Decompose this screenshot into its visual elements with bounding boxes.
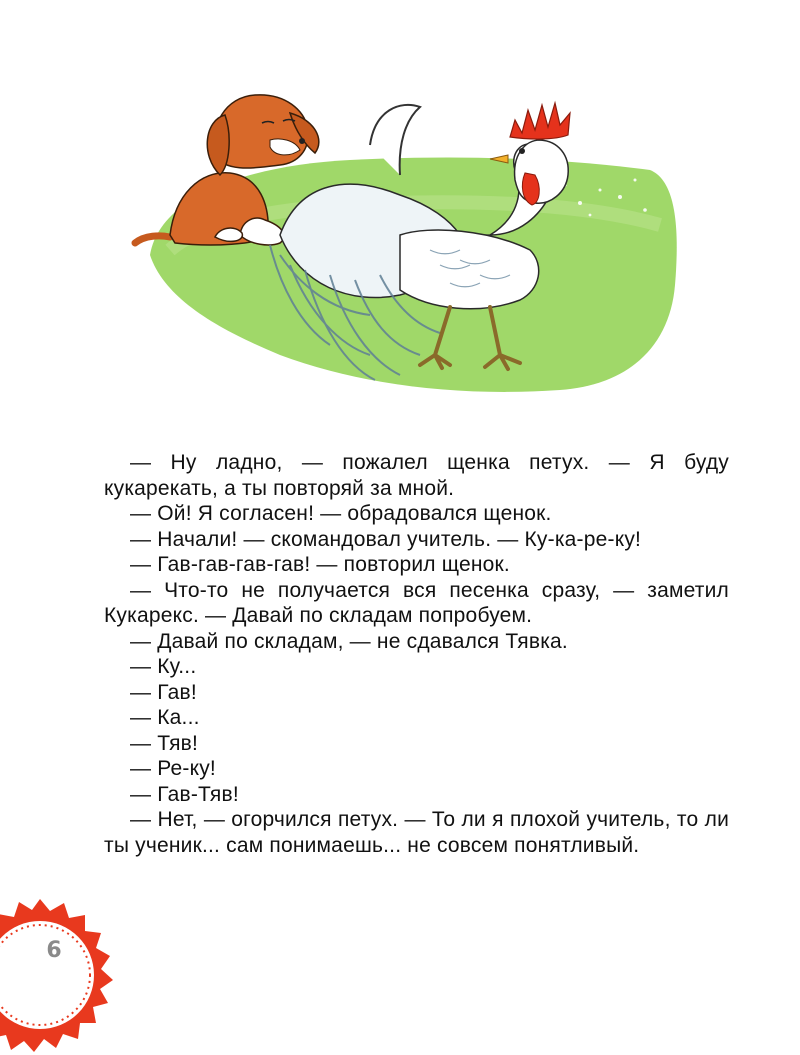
paragraph: — Ре-ку! — [130, 757, 216, 780]
page-number: 6 — [46, 938, 62, 963]
page-badge — [0, 895, 120, 1055]
paragraph: — Гав-Тяв! — [130, 782, 239, 806]
paragraph: — Нет, — огорчился петух. — То ли я плохой учитель, то ли ты ученик... сам понимаешь... не совсем понятливый. — [104, 808, 729, 857]
paragraph: — Ка... — [130, 706, 200, 729]
paragraph: — Ну ладно, — пожалел щенка петух. — Я буду кукарекать, а ты повторяй за мной. — [104, 451, 729, 500]
paragraph: — Гав! — [130, 680, 197, 704]
comb-icon — [510, 103, 570, 139]
paragraph: — Тяв! — [130, 731, 199, 755]
story-text — [104, 450, 729, 858]
paragraph: — Что-то не получается вся песенка сразу, — заметил Кукарекс. — Давай по складам попробуем. — [104, 578, 729, 627]
illustration — [130, 85, 690, 405]
paragraph: — Давай по складам, — не сдавался Тявка. — [130, 629, 568, 653]
paragraph: — Начали! — скомандовал учитель. — Ку-ка-ре-ку! — [130, 527, 642, 551]
paragraph: — Гав-гав-гав-гав! — повторил щенок. — [130, 553, 510, 576]
paragraph: — Ку... — [130, 655, 197, 678]
paragraph: — Ой! Я согласен! — обрадовался щенок. — [130, 502, 552, 525]
